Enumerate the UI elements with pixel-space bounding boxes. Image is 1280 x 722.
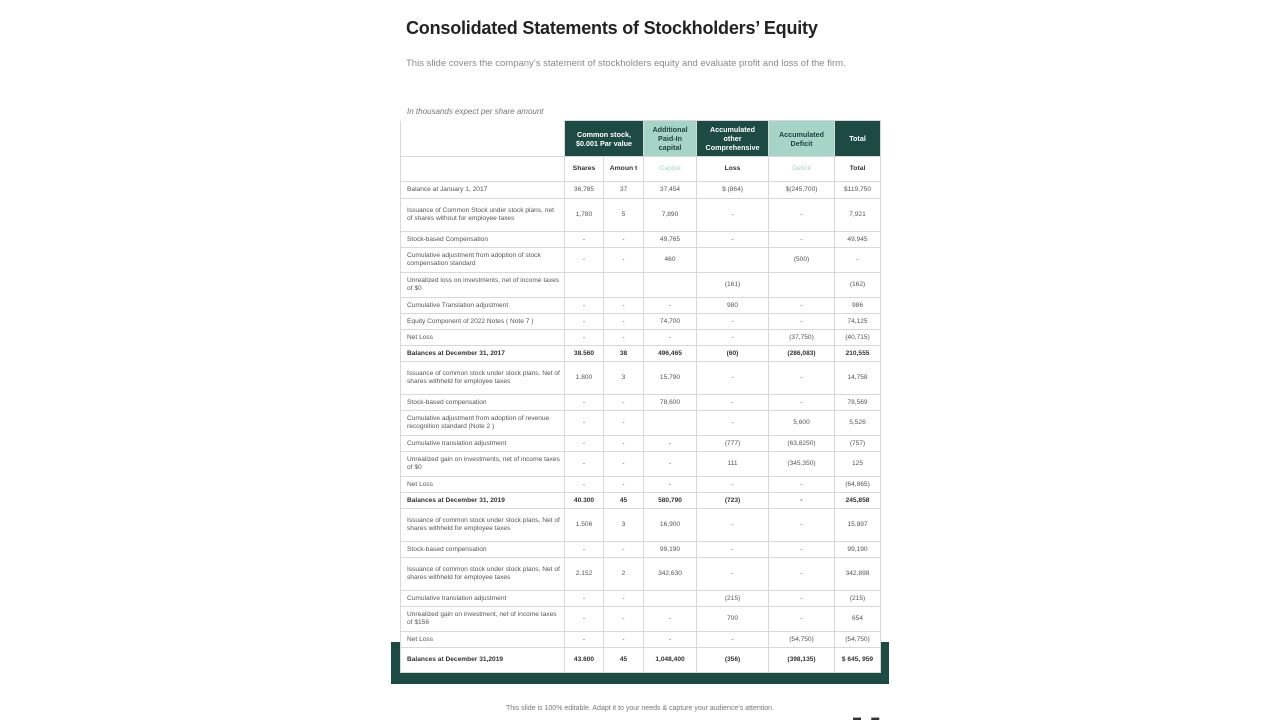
row-cell: 45 <box>604 648 644 673</box>
row-label: Cumulative translation adjustment <box>401 436 565 452</box>
row-cell <box>769 273 835 298</box>
table-row <box>401 607 881 632</box>
row-cell: (345,350) <box>769 452 835 477</box>
table-row <box>401 509 881 542</box>
row-cell: - <box>565 232 604 248</box>
row-cell: 5 <box>604 199 644 232</box>
row-cell: - <box>697 558 769 591</box>
row-cell: - <box>644 330 697 346</box>
row-cell: $ (864) <box>697 182 769 199</box>
row-cell: - <box>697 411 769 436</box>
row-cell: 125 <box>835 452 881 477</box>
row-cell: - <box>769 477 835 493</box>
row-cell: - <box>697 362 769 395</box>
row-cell: $ 645, 959 <box>835 648 881 673</box>
row-cell: - <box>697 477 769 493</box>
row-cell: (54,750) <box>769 632 835 648</box>
row-cell: - <box>565 411 604 436</box>
row-cell: (161) <box>697 273 769 298</box>
row-cell: 111 <box>697 452 769 477</box>
row-cell: - <box>769 232 835 248</box>
equity-table-container <box>400 120 880 673</box>
row-label: Cumulative translation adjustment <box>401 591 565 607</box>
row-cell: - <box>565 330 604 346</box>
table-row <box>401 558 881 591</box>
row-cell: 14,758 <box>835 362 881 395</box>
row-cell: 700 <box>697 607 769 632</box>
row-cell: - <box>604 591 644 607</box>
row-cell: 16,900 <box>644 509 697 542</box>
table-row <box>401 273 881 298</box>
row-label: Stock-based compensation <box>401 395 565 411</box>
row-label: Cumulative adjustment from adoption of stock compensation standard <box>401 248 565 273</box>
row-cell <box>565 273 604 298</box>
header-aoc: Accumulated other Comprehensive <box>697 121 769 157</box>
row-cell: - <box>769 607 835 632</box>
row-cell: - <box>644 452 697 477</box>
row-cell: 1,048,400 <box>644 648 697 673</box>
row-cell: (777) <box>697 436 769 452</box>
row-cell: - <box>769 509 835 542</box>
row-cell: 654 <box>835 607 881 632</box>
row-cell: - <box>644 632 697 648</box>
row-cell: 1.800 <box>565 362 604 395</box>
header-deficit: Accumulated Deficit <box>769 121 835 157</box>
row-label: Balance at January 1, 2017 <box>401 182 565 199</box>
row-label: Cumulative Translation adjustment <box>401 298 565 314</box>
row-cell: (723) <box>697 493 769 509</box>
row-cell: - <box>565 452 604 477</box>
row-cell: 15,790 <box>644 362 697 395</box>
row-label: Cumulative adjustment from adoption of revenue recognition standard (Note 2 ) <box>401 411 565 436</box>
row-cell: (162) <box>835 273 881 298</box>
table-row <box>401 477 881 493</box>
row-cell: 49,945 <box>835 232 881 248</box>
row-cell: (40,715) <box>835 330 881 346</box>
row-label: Stock-based compensation <box>401 542 565 558</box>
row-cell: 38 <box>604 346 644 362</box>
row-cell: 2.152 <box>565 558 604 591</box>
row-cell: 37 <box>604 182 644 199</box>
row-cell <box>644 411 697 436</box>
row-cell: - <box>604 232 644 248</box>
table-row <box>401 314 881 330</box>
row-cell: - <box>565 591 604 607</box>
table-row <box>401 591 881 607</box>
row-cell: $119,750 <box>835 182 881 199</box>
header-total: Total <box>835 121 881 157</box>
subheader-amount: Amoun t <box>604 157 644 182</box>
table-row <box>401 493 881 509</box>
row-cell: 1,780 <box>565 199 604 232</box>
row-cell: 5,600 <box>769 411 835 436</box>
row-cell: 980 <box>697 298 769 314</box>
row-label: Stock-based Compensation <box>401 232 565 248</box>
row-cell: (286,083) <box>769 346 835 362</box>
row-cell: - <box>565 314 604 330</box>
header-blank <box>401 121 565 157</box>
row-cell: 43.600 <box>565 648 604 673</box>
units-note: In thousands expect per share amount <box>407 107 544 116</box>
row-cell: (37,750) <box>769 330 835 346</box>
row-cell: - <box>604 395 644 411</box>
row-cell: 99,190 <box>644 542 697 558</box>
row-cell: - <box>604 330 644 346</box>
row-cell: - <box>565 542 604 558</box>
row-label: Net Loss <box>401 632 565 648</box>
row-cell: - <box>769 591 835 607</box>
row-cell: 74,700 <box>644 314 697 330</box>
row-cell: - <box>697 509 769 542</box>
header-apic: Additional Paid-In capital <box>644 121 697 157</box>
equity-table <box>400 120 881 673</box>
row-cell: - <box>697 314 769 330</box>
row-cell: 5,526 <box>835 411 881 436</box>
row-cell: - <box>565 395 604 411</box>
subheader-capital: Capital <box>644 157 697 182</box>
table-row <box>401 362 881 395</box>
row-cell: - <box>697 199 769 232</box>
row-cell: (356) <box>697 648 769 673</box>
row-label: Issuance of common stock under stock plans, Net of shares withheld for employee taxes <box>401 509 565 542</box>
row-cell: 40.300 <box>565 493 604 509</box>
row-cell: - <box>604 298 644 314</box>
row-cell: 15.897 <box>835 509 881 542</box>
row-cell: - <box>565 607 604 632</box>
row-cell: 460 <box>644 248 697 273</box>
subheader-blank <box>401 157 565 182</box>
row-label: Issuance of common stock under stock plans, Net of shares withheld for employee taxes <box>401 558 565 591</box>
row-cell: (398,135) <box>769 648 835 673</box>
table-row <box>401 330 881 346</box>
table-body <box>401 182 881 673</box>
corner-mark: ▬ ▬ <box>853 713 884 722</box>
row-cell: 496,465 <box>644 346 697 362</box>
row-cell: (757) <box>835 436 881 452</box>
row-label: Balances at December 31, 2017 <box>401 346 565 362</box>
row-cell: - <box>604 436 644 452</box>
row-label: Net Loss <box>401 477 565 493</box>
subheader-shares: Shares <box>565 157 604 182</box>
row-label: Balances at December 31,2019 <box>401 648 565 673</box>
table-row <box>401 648 881 673</box>
row-cell: 7,890 <box>644 199 697 232</box>
row-label: Issuance of Common Stock under stock plans, net of shares without for employee taxes <box>401 199 565 232</box>
table-row <box>401 452 881 477</box>
row-cell <box>644 591 697 607</box>
row-cell: - <box>644 436 697 452</box>
row-cell: (63,8250) <box>769 436 835 452</box>
row-label: Unrealized loss on investments, net of income taxes of $0 <box>401 273 565 298</box>
row-cell: 210,555 <box>835 346 881 362</box>
row-cell: - <box>604 542 644 558</box>
table-row <box>401 395 881 411</box>
subheader-total: Total <box>835 157 881 182</box>
row-cell: - <box>769 199 835 232</box>
row-cell: - <box>604 452 644 477</box>
row-cell: - <box>604 314 644 330</box>
row-cell: - <box>565 632 604 648</box>
row-cell: - <box>769 558 835 591</box>
row-cell: - <box>565 477 604 493</box>
row-cell: 3 <box>604 509 644 542</box>
row-cell: - <box>769 493 835 509</box>
row-cell: - <box>769 298 835 314</box>
row-cell: - <box>644 298 697 314</box>
row-cell: 74,125 <box>835 314 881 330</box>
row-cell: - <box>697 232 769 248</box>
row-cell: (215) <box>835 591 881 607</box>
row-cell: 580,790 <box>644 493 697 509</box>
header-row <box>401 121 881 157</box>
row-cell: 49,765 <box>644 232 697 248</box>
table-row <box>401 232 881 248</box>
row-cell <box>604 273 644 298</box>
row-cell: 342,898 <box>835 558 881 591</box>
row-cell: - <box>565 248 604 273</box>
row-cell: (215) <box>697 591 769 607</box>
row-cell: 99,190 <box>835 542 881 558</box>
row-cell: (64,865) <box>835 477 881 493</box>
bottom-note: This slide is 100% editable. Adapt it to your needs & capture your audience’s attention. <box>506 705 774 712</box>
row-cell: (500) <box>769 248 835 273</box>
table-row <box>401 199 881 232</box>
header-common-stock: Common stock, $0.001 Par value <box>565 121 644 157</box>
table-row <box>401 346 881 362</box>
row-cell: - <box>565 436 604 452</box>
subheader-deficit: Deficit <box>769 157 835 182</box>
page-title: Consolidated Statements of Stockholders’ Equity <box>406 18 818 38</box>
table-row <box>401 298 881 314</box>
row-cell: 2 <box>604 558 644 591</box>
subheader-loss: Loss <box>697 157 769 182</box>
row-label: Unrealized gain on investments, net of income taxes of $0 <box>401 452 565 477</box>
row-cell: - <box>697 395 769 411</box>
table-row <box>401 632 881 648</box>
table-row <box>401 248 881 273</box>
row-cell: (54,750) <box>835 632 881 648</box>
row-cell: 45 <box>604 493 644 509</box>
row-cell: - <box>604 632 644 648</box>
table-row <box>401 436 881 452</box>
row-cell: - <box>604 477 644 493</box>
row-cell: 1.506 <box>565 509 604 542</box>
row-cell: 986 <box>835 298 881 314</box>
row-cell: - <box>604 607 644 632</box>
row-label: Unrealized gain on investment, net of income taxes of $156 <box>401 607 565 632</box>
row-cell: - <box>769 542 835 558</box>
row-cell: 3 <box>604 362 644 395</box>
row-cell: - <box>604 248 644 273</box>
row-cell: - <box>697 632 769 648</box>
row-cell: 37,454 <box>644 182 697 199</box>
row-cell: 78,600 <box>644 395 697 411</box>
row-cell: - <box>644 607 697 632</box>
row-cell: (60) <box>697 346 769 362</box>
row-label: Net Loss <box>401 330 565 346</box>
row-cell: - <box>697 542 769 558</box>
table-row <box>401 542 881 558</box>
row-cell: - <box>835 248 881 273</box>
row-cell: 342,630 <box>644 558 697 591</box>
page-subtitle: This slide covers the company’s statement of stockholders equity and evaluate profit and loss of the firm. <box>406 58 846 69</box>
row-cell: 38.560 <box>565 346 604 362</box>
row-cell: 36,785 <box>565 182 604 199</box>
row-cell: - <box>769 395 835 411</box>
row-cell: 7,921 <box>835 199 881 232</box>
row-cell: $(245,700) <box>769 182 835 199</box>
row-label: Balances at December 31, 2019 <box>401 493 565 509</box>
row-cell: 245,858 <box>835 493 881 509</box>
row-cell: - <box>604 411 644 436</box>
table-row <box>401 411 881 436</box>
subheader-row <box>401 157 881 182</box>
row-cell: - <box>769 362 835 395</box>
row-cell: - <box>565 298 604 314</box>
row-cell <box>697 248 769 273</box>
row-cell <box>644 273 697 298</box>
row-cell: - <box>644 477 697 493</box>
slide <box>391 0 889 720</box>
row-label: Equity Component of 2022 Notes ( Note 7 ) <box>401 314 565 330</box>
row-cell: 78,569 <box>835 395 881 411</box>
row-cell: - <box>697 330 769 346</box>
table-row <box>401 182 881 199</box>
row-label: Issuance of common stock under stock plans. Net of shares withheld for employee taxes <box>401 362 565 395</box>
row-cell: - <box>769 314 835 330</box>
